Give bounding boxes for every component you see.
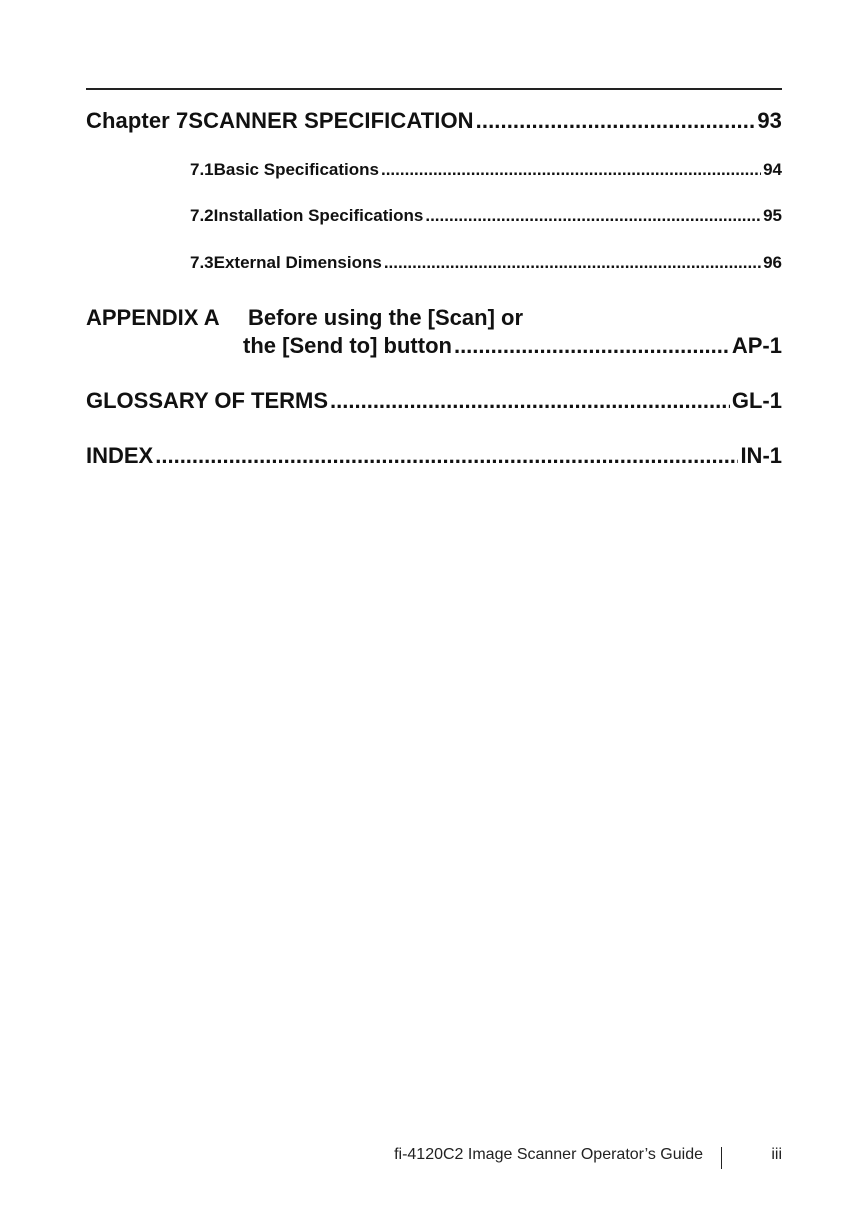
appendix-title-line2: the [Send to] button bbox=[243, 333, 452, 358]
chapter-title: SCANNER SPECIFICATION bbox=[188, 108, 474, 133]
dot-leader bbox=[155, 443, 738, 469]
page-footer bbox=[300, 1144, 782, 1172]
index-page-number: IN-1 bbox=[740, 443, 782, 468]
section-number: 7.2 bbox=[190, 206, 214, 225]
toc-entry-index[interactable] bbox=[86, 443, 782, 469]
section-number: 7.3 bbox=[190, 253, 214, 272]
toc-entry-glossary[interactable] bbox=[86, 388, 782, 414]
footer-divider bbox=[721, 1147, 722, 1169]
appendix-title-line1: Before using the [Scan] or bbox=[248, 305, 524, 330]
dot-leader bbox=[454, 333, 730, 359]
section-page-number: 95 bbox=[763, 206, 782, 225]
toc-entry-section-7-2[interactable] bbox=[190, 206, 782, 226]
section-page-number: 94 bbox=[763, 160, 782, 179]
section-title: External Dimensions bbox=[213, 253, 382, 272]
dot-leader bbox=[384, 253, 761, 273]
section-number: 7.1 bbox=[190, 160, 214, 179]
section-title: Installation Specifications bbox=[213, 206, 424, 225]
chapter-number: Chapter 7 bbox=[86, 108, 189, 133]
appendix-label: APPENDIX A bbox=[86, 305, 220, 330]
footer-guide-title: fi-4120C2 Image Scanner Operator’s Guide bbox=[394, 1146, 703, 1163]
dot-leader bbox=[476, 108, 756, 134]
toc-entry-appendix-a-line1[interactable] bbox=[86, 305, 523, 331]
toc-entry-section-7-3[interactable] bbox=[190, 253, 782, 273]
appendix-page-number: AP-1 bbox=[731, 333, 782, 358]
index-title: INDEX bbox=[86, 443, 154, 468]
dot-leader bbox=[425, 206, 761, 226]
glossary-title: GLOSSARY OF TERMS bbox=[86, 388, 329, 413]
dot-leader bbox=[330, 388, 730, 414]
top-rule bbox=[86, 88, 782, 90]
chapter-page-number: 93 bbox=[757, 108, 782, 133]
toc-entry-appendix-a-line2[interactable] bbox=[243, 333, 782, 359]
section-title: Basic Specifications bbox=[213, 160, 379, 179]
glossary-page-number: GL-1 bbox=[731, 388, 782, 413]
toc-entry-section-7-1[interactable] bbox=[190, 160, 782, 180]
section-page-number: 96 bbox=[763, 253, 782, 272]
dot-leader bbox=[381, 160, 761, 180]
footer-page-number: iii bbox=[771, 1146, 782, 1163]
toc-entry-chapter-7[interactable] bbox=[86, 108, 782, 134]
